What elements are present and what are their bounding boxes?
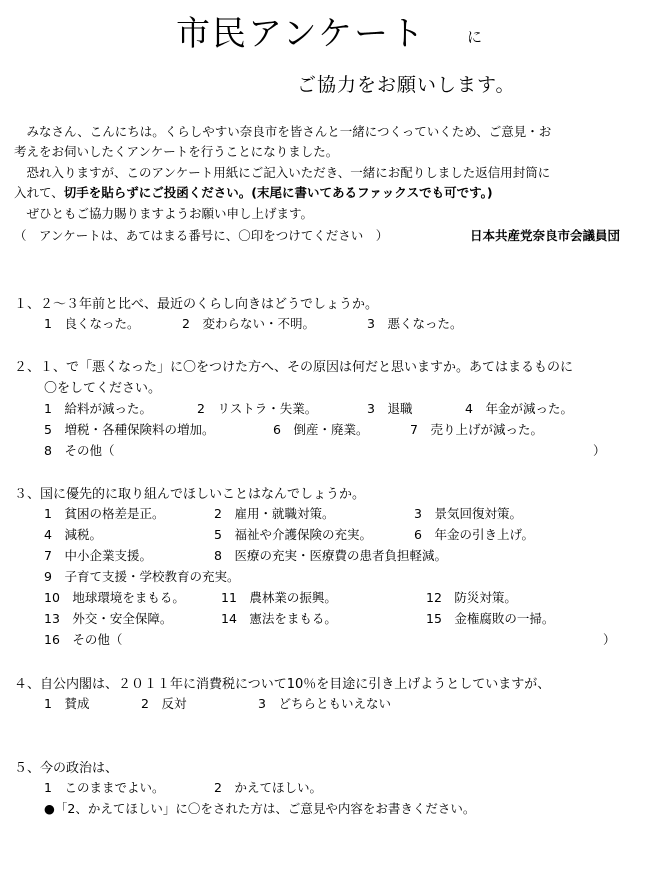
instruction-text: （ アンケートは、あてはまる番号に、〇印をつけてください ）	[14, 228, 389, 243]
q3-other-close-paren: ）	[603, 632, 616, 647]
q3-option-10[interactable]: 10 地球環境をまもる。	[44, 590, 185, 605]
q5-option-2[interactable]: 2 かえてほしい。	[214, 780, 322, 795]
question-1: １、２～３年前と比べ、最近のくらし向きはどうでしょうか。	[14, 297, 379, 312]
q2-option-2[interactable]: 2 リストラ・失業。	[197, 401, 318, 416]
q4-option-3[interactable]: 3 どちらともいえない	[258, 696, 391, 711]
q3-option-1[interactable]: 1 貧困の格差是正。	[44, 506, 165, 521]
intro-line-5: ぜひともご協力賜りますようお願い申し上げます。	[14, 206, 314, 221]
q2-option-3[interactable]: 3 退職	[367, 401, 413, 416]
q2-option-8[interactable]: 8 その他（	[44, 443, 115, 458]
intro-line-2: 考えをお伺いしたくアンケートを行うことになりました。	[14, 144, 339, 159]
q3-option-14[interactable]: 14 憲法をまもる。	[221, 611, 337, 626]
question-2-line-2: 〇をしてください。	[44, 381, 162, 396]
organization-name: 日本共産党奈良市会議員団	[470, 228, 621, 243]
q3-option-9[interactable]: 9 子育て支援・学校教育の充実。	[44, 569, 240, 584]
q3-option-7[interactable]: 7 中小企業支援。	[44, 548, 152, 563]
q3-option-11[interactable]: 11 農林業の振興。	[221, 590, 337, 605]
intro-line-4	[14, 183, 493, 203]
question-5: ５、今の政治は、	[14, 761, 119, 776]
q2-option-5[interactable]: 5 増税・各種保険料の増加。	[44, 422, 215, 437]
survey-subtitle: ご協力をお願いします。	[297, 74, 516, 96]
q5-note: ●「2、かえてほしい」に〇をされた方は、ご意見や内容をお書きください。	[44, 801, 476, 816]
q3-option-3[interactable]: 3 景気回復対策。	[414, 506, 522, 521]
q1-option-2[interactable]: 2 変わらない・不明。	[182, 316, 315, 331]
intro-stamp-note: 切手を貼らずにご投函ください。(末尾に書いてあるファックスでも可です。)	[63, 185, 493, 200]
q3-option-2[interactable]: 2 雇用・就職対策。	[214, 506, 335, 521]
q4-option-1[interactable]: 1 賛成	[44, 696, 90, 711]
q3-option-12[interactable]: 12 防災対策。	[426, 590, 517, 605]
title-particle: に	[467, 28, 483, 46]
q2-option-4[interactable]: 4 年金が減った。	[465, 401, 573, 416]
survey-title: 市民アンケート	[176, 14, 426, 54]
q2-other-close-paren: ）	[593, 443, 606, 458]
question-3: ３、国に優先的に取り組んでほしいことはなんでしょうか。	[14, 487, 366, 502]
intro-line-4-text: 入れて、	[14, 185, 64, 200]
q3-option-15[interactable]: 15 金権腐敗の一掃。	[426, 611, 555, 626]
q3-option-13[interactable]: 13 外交・安全保障。	[44, 611, 173, 626]
q2-option-6[interactable]: 6 倒産・廃業。	[273, 422, 369, 437]
q2-option-1[interactable]: 1 給料が減った。	[44, 401, 152, 416]
question-2-line-1: ２、１、で「悪くなった」に〇をつけた方へ、その原因は何だと思いますか。あてはまるものに	[14, 360, 574, 375]
intro-line-1: みなさん、こんにちは。くらしやすい奈良市を皆さんと一緒につくっていくため、ご意見・お	[14, 124, 552, 139]
q1-option-3[interactable]: 3 悪くなった。	[367, 316, 463, 331]
q3-option-4[interactable]: 4 減税。	[44, 527, 102, 542]
q3-option-8[interactable]: 8 医療の充実・医療費の患者負担軽減。	[214, 548, 447, 563]
q5-option-1[interactable]: 1 このままでよい。	[44, 780, 165, 795]
q1-option-1[interactable]: 1 良くなった。	[44, 316, 140, 331]
q3-option-16[interactable]: 16 その他（	[44, 632, 123, 647]
q4-option-2[interactable]: 2 反対	[141, 696, 187, 711]
intro-line-3: 恐れ入りますが、このアンケート用紙にご記入いただき、一緒にお配りしました返信用封筒に	[14, 165, 551, 180]
q3-option-5[interactable]: 5 福祉や介護保険の充実。	[214, 527, 372, 542]
q3-option-6[interactable]: 6 年金の引き上げ。	[414, 527, 534, 542]
q2-option-7[interactable]: 7 売り上げが減った。	[410, 422, 543, 437]
question-4: ４、自公内閣は、２０１１年に消費税について10％を目途に引き上げようとしていますが、	[14, 677, 551, 692]
